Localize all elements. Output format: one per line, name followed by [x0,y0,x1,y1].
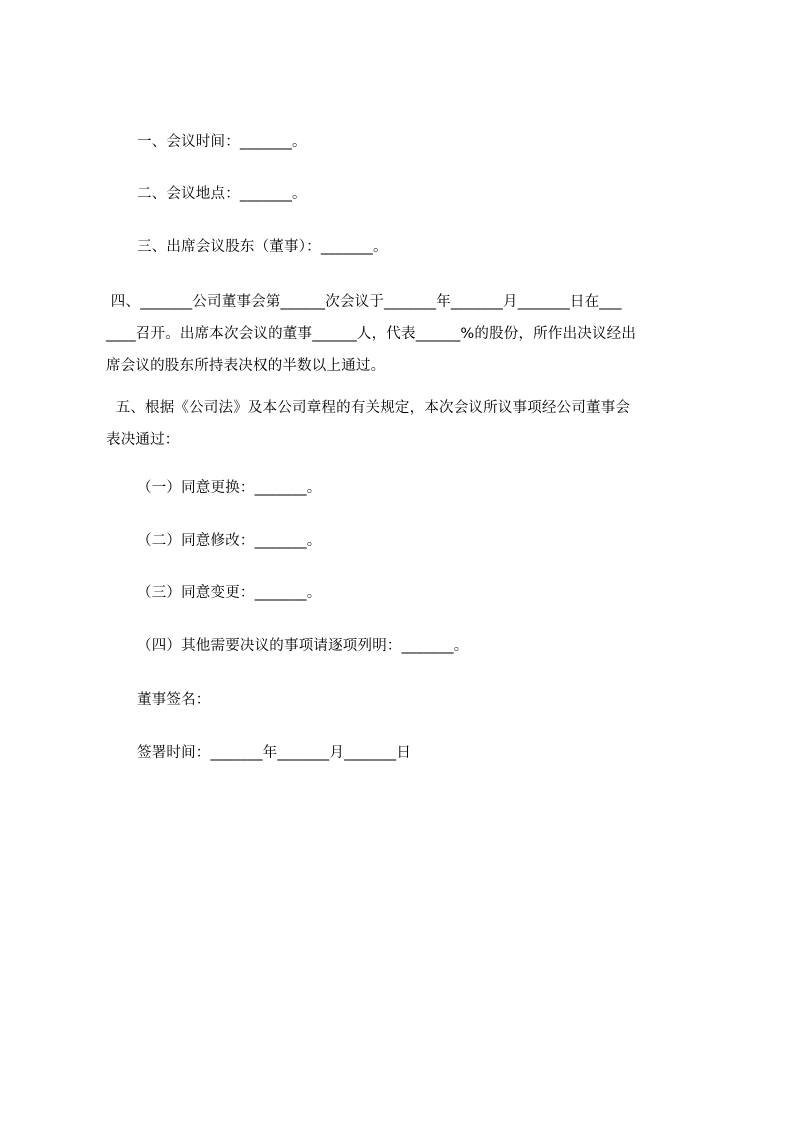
sub-item-two: （二）同意修改：_______。 [137,533,322,549]
sub-item-one: （一）同意更换：_______。 [137,480,322,496]
item-four-line-1: 四、_______公司董事会第______次会议于_______年_______月_______日在___ [106,294,622,310]
meeting-attendees: 三、出席会议股东（董事）：_______。 [137,239,388,255]
meeting-place: 二、会议地点：_______。 [137,186,307,202]
item-five-line-2: 表决通过： [106,432,180,448]
item-five-paragraph [106,392,702,456]
item-four-line-3: 席会议的股东所持表决权的半数以上通过。 [106,358,386,374]
director-signature-label: 董事签名： [137,692,211,708]
signing-date: 签署时间：_______年_______月_______日 [137,745,412,761]
item-four-line-2: ____召开。出席本次会议的董事______人，代表______%的股份，所作出决议经出 [106,326,637,342]
item-five-line-1: 五、根据《公司法》及本公司章程的有关规定，本次会议所议事项经公司董事会 [106,400,631,416]
sub-item-three: （三）同意变更：_______。 [137,585,322,601]
meeting-time: 一、会议时间：_______。 [137,134,307,150]
item-four-paragraph [106,286,702,382]
sub-item-four: （四）其他需要决议的事项请逐项列明：_______。 [137,638,469,654]
